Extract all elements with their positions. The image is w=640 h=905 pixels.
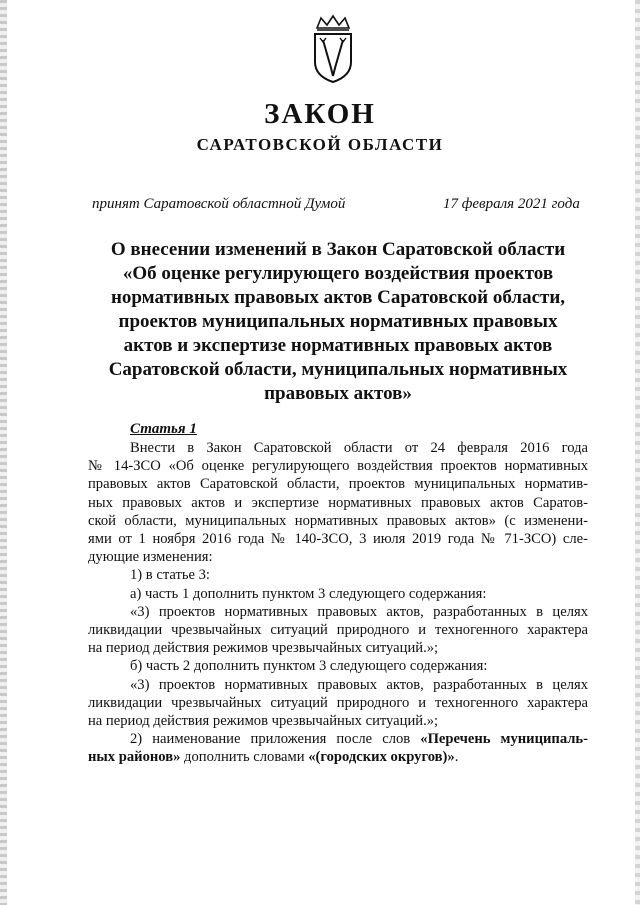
body-line: б) часть 2 дополнить пунктом 3 следующего содержания:: [130, 658, 488, 675]
law-heading: [88, 238, 588, 406]
body-line: на период действия режимов чрезвычайных ситуаций.»;: [88, 713, 439, 730]
body-line: ликвидации чрезвычайных ситуаций природного и техногенного характера: [88, 622, 588, 639]
article-body: [88, 439, 588, 767]
body-line: 1) в статье 3:: [130, 567, 210, 584]
document-subtitle: САРАТОВСКОЙ ОБЛАСТИ: [196, 135, 444, 154]
body-line: «3) проектов нормативных правовых актов, разработанных в целях: [130, 603, 588, 620]
body-line: а) часть 1 дополнить пунктом 3 следующего содержания:: [130, 585, 487, 602]
heading-line: актов и экспертизе нормативных правовых актов: [123, 335, 553, 356]
heading-line: Саратовской области, муниципальных нормативных: [108, 359, 568, 380]
adoption-date: 17 февраля 2021 года: [443, 196, 580, 212]
body-line: № 14-ЗСО «Об оценке регулирующего воздействия проектов нормативных: [88, 458, 588, 475]
body-line: «3) проектов нормативных правовых актов, разработанных в целях: [130, 676, 588, 693]
heading-line: нормативных правовых актов Саратовской области,: [110, 287, 566, 308]
adopted-by: принят Саратовской областной Думой: [92, 196, 346, 212]
document-title: ЗАКОН: [264, 98, 376, 130]
heading-line: проектов муниципальных нормативных правовых: [118, 311, 558, 332]
body-line: на период действия режимов чрезвычайных ситуаций.»;: [88, 640, 439, 657]
heading-line: «Об оценке регулирующего воздействия проектов: [122, 263, 554, 284]
body-line: ями от 1 ноября 2016 года № 140-ЗСО, 3 июля 2019 года № 71-ЗСО) сле-: [88, 531, 588, 548]
body-line-item2: 2) наименование приложения после слов «Перечень муниципаль-: [130, 731, 589, 748]
body-line: правовых актов Саратовской области, проектов муниципальных норматив-: [88, 476, 588, 493]
heading-line: правовых актов»: [264, 383, 412, 404]
coat-of-arms-icon: [303, 14, 363, 84]
body-line: ской области, муниципальных нормативных правовых актов» (с изменени-: [88, 512, 588, 529]
body-line: ликвидации чрезвычайных ситуаций природного и техногенного характера: [88, 694, 588, 711]
body-line: Внести в Закон Саратовской области от 24 февраля 2016 года: [130, 440, 588, 456]
body-line: ных правовых актов и экспертизе нормативных правовых актов Саратов-: [88, 494, 588, 511]
heading-line: О внесении изменений в Закон Саратовской области: [110, 239, 566, 260]
body-line-item2: ных районов» дополнить словами «(городских округов)».: [88, 749, 459, 766]
article-label: Статья 1: [130, 421, 197, 437]
body-line: дующие изменения:: [88, 549, 213, 566]
